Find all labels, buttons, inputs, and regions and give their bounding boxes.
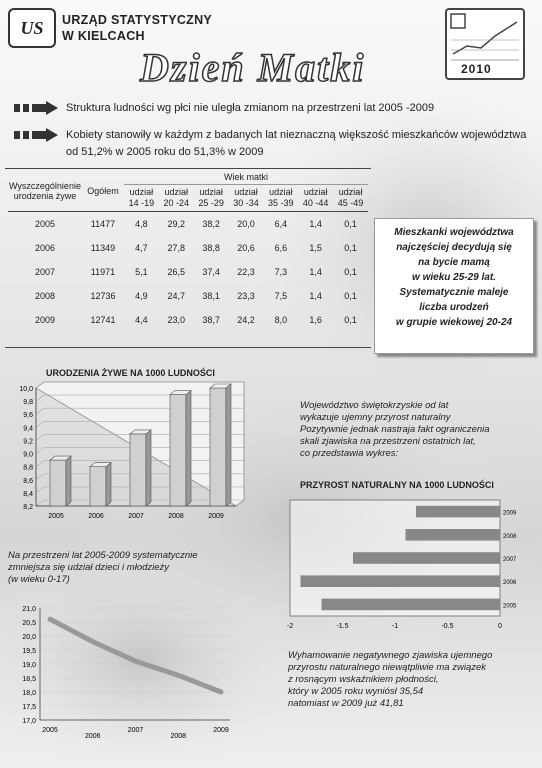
note-right-line: Województwo świętokrzyskie od lat [300, 400, 449, 411]
note-right-line: wykazuje ujemny przyrost naturalny [300, 412, 451, 423]
y-tick-label: 18,5 [22, 676, 36, 683]
series-line [50, 619, 221, 692]
callout-line: liczba urodzeń [419, 302, 489, 313]
table-cell: 6,6 [274, 242, 288, 253]
note-left [8, 550, 258, 586]
col-header-age [124, 185, 159, 212]
age-header-range: 35 -39 [268, 198, 294, 208]
table-cell: 11971 [90, 266, 116, 277]
institution-line-2: W KIELCACH [62, 29, 145, 43]
table-cell: 38,1 [202, 290, 220, 301]
table-cell: 24,7 [167, 290, 185, 301]
bar-side [66, 456, 71, 506]
age-header-range: 14 -19 [128, 198, 155, 208]
y-tick-label: 20,0 [22, 634, 36, 641]
callout-line: Systematycznie maleje [399, 287, 509, 298]
y-tick-label: 9,2 [23, 438, 33, 446]
y-tick-label: 10,0 [19, 386, 33, 393]
page-title: Dzień Matki [140, 45, 366, 90]
table-row [8, 260, 368, 284]
table-row [8, 236, 368, 260]
y-tick-label: 2006 [503, 580, 517, 587]
table-cell: 12736 [90, 290, 116, 301]
age-header-label: udział [303, 187, 328, 197]
table-cell: 2005 [34, 218, 55, 229]
note-bottom [288, 650, 534, 710]
col-header-age [298, 185, 333, 212]
y-tick-label: 17,0 [22, 718, 36, 725]
bullet-2-line-1: Kobiety stanowiły w każdym z badanych lat nieznaczną większość mieszkańców województwa [66, 129, 527, 141]
y-tick-label: 2008 [503, 533, 517, 540]
y-tick-label: 19,0 [22, 662, 36, 669]
note-right-line: Pozytywnie jednak nastraja fakt ograniczenia [300, 424, 490, 435]
age-header-range: 20 -24 [163, 198, 189, 208]
bar [322, 599, 501, 611]
age-header-range: 45 -49 [337, 198, 364, 208]
table-cell: 38,2 [202, 218, 220, 229]
note-bottom-line: przyrostu naturalnego niewątpliwie ma związek [288, 662, 487, 673]
y-tick-label: 2007 [503, 557, 517, 564]
callout-box [374, 218, 534, 354]
callout-line: na bycie mamą [418, 257, 490, 268]
table-cell: 26,5 [167, 266, 185, 277]
age-header-label: udział [129, 187, 154, 197]
col-header-age [333, 185, 368, 212]
bar [90, 467, 106, 506]
growth-chart-title: PRZYROST NATURALNY NA 1000 LUDNOŚCI [300, 480, 494, 490]
x-tick-label: 2009 [213, 727, 229, 734]
x-tick-label: -1.5 [336, 623, 349, 630]
x-tick-label: -0.5 [441, 623, 454, 630]
bar [301, 575, 501, 587]
table-cell: 0,1 [344, 218, 357, 229]
table-cell: 23,0 [167, 314, 185, 325]
table-cell: 1,4 [309, 218, 322, 229]
x-tick-label: -1 [391, 623, 399, 630]
table-cell: 22,3 [237, 266, 255, 277]
births-chart-title: URODZENIA ŻYWE NA 1000 LUDNOŚCI [46, 368, 215, 378]
y-tick-label: 20,5 [22, 620, 36, 627]
y-tick-label: 8,8 [23, 464, 33, 472]
bar [353, 552, 500, 564]
x-tick-label: 2008 [170, 733, 187, 740]
note-bottom-line: natomiast w 2009 już 41,81 [288, 698, 404, 709]
note-bottom-line: Wyhamowanie negatywnego zjawiska ujemnego [288, 650, 493, 661]
col-header-age [263, 185, 298, 212]
table-cell: 2006 [34, 242, 55, 253]
bar [210, 388, 226, 506]
y-tick-label: 9,4 [23, 425, 33, 433]
table-cell: 8,0 [274, 314, 288, 325]
col-header-age-group: Wiek matki [124, 170, 368, 185]
y-tick-label: 9,0 [23, 451, 33, 459]
age-header-range: 25 -29 [198, 198, 224, 208]
col-header-spec: Wyszczególnienie urodzenia żywe [8, 170, 82, 212]
x-tick-label: 2006 [84, 733, 101, 740]
bar [130, 434, 146, 506]
table-cell: 1,6 [309, 314, 322, 325]
bullet-2-text [66, 127, 526, 161]
col-header-age [159, 185, 194, 212]
y-tick-label: 18,0 [22, 690, 36, 697]
age-header-label: udział [234, 187, 258, 197]
table-cell: 38,7 [202, 314, 220, 325]
table-cell: 20,0 [237, 218, 255, 229]
x-tick-label: 2007 [127, 727, 144, 734]
x-tick-label: 0 [498, 623, 502, 630]
y-tick-label: 17,5 [22, 704, 36, 711]
institution-line-1: URZĄD STATYSTYCZNY [62, 13, 213, 27]
note-left-line: Na przestrzeni lat 2005-2009 systematycznie [8, 550, 198, 561]
table-row [8, 212, 368, 236]
age-header-label: udział [269, 187, 293, 197]
y-tick-label: 21,0 [22, 606, 36, 613]
note-left-line: (w wieku 0-17) [8, 574, 70, 585]
table-cell: 7,3 [274, 266, 288, 277]
bar-side [186, 391, 191, 506]
table-cell: 0,1 [344, 314, 357, 325]
col-header-age [229, 185, 264, 212]
x-tick-label: 2007 [128, 513, 144, 520]
note-bottom-line: który w 2005 roku wyniósł 35,54 [288, 686, 424, 697]
bar-side [226, 384, 231, 506]
births-bar-chart [4, 380, 254, 532]
growth-bar-chart [280, 496, 520, 636]
arrow-icon [14, 128, 58, 142]
note-right [300, 400, 530, 460]
bar-side [106, 463, 111, 506]
x-tick-label: 2009 [208, 513, 224, 520]
callout-line: w grupie wiekowej 20-24 [395, 317, 513, 328]
note-right-line: co przedstawia wykres: [300, 448, 399, 459]
table-cell: 7,5 [274, 290, 288, 301]
table-cell: 4,8 [135, 218, 148, 229]
x-tick-label: 2005 [48, 513, 64, 520]
table-cell: 4,7 [135, 242, 148, 253]
x-tick-label: 2005 [42, 727, 58, 734]
col-header-age [194, 185, 229, 212]
y-tick-label: 19,5 [22, 648, 36, 655]
note-bottom-line: z rosnącym wskaźnikiem płodności, [288, 674, 439, 685]
table-cell: 1,5 [309, 242, 322, 253]
table-cell: 37,4 [202, 266, 220, 277]
table-cell: 2007 [34, 266, 55, 277]
age-header-label: udział [338, 187, 363, 197]
y-tick-label: 2005 [503, 603, 517, 610]
table-cell: 6,4 [274, 218, 288, 229]
note-left-line: zmniejsza się udział dzieci i młodzieży [8, 562, 170, 573]
table-cell: 29,2 [167, 218, 185, 229]
bar [416, 506, 500, 518]
bar-side [146, 430, 151, 506]
arrow-icon [14, 101, 58, 115]
youth-share-line-chart [2, 600, 252, 760]
table-cell: 38,8 [202, 242, 220, 253]
y-tick-label: 8,4 [23, 490, 33, 498]
x-tick-label: -2 [286, 623, 294, 630]
logo: US [8, 8, 56, 48]
institution-name [62, 12, 212, 44]
table-cell: 4,4 [135, 314, 148, 325]
bar [50, 460, 66, 506]
x-tick-label: 2008 [168, 513, 184, 520]
births-table [8, 170, 368, 332]
note-right-line: skali zjawiska na przestrzeni ostatnich lat, [300, 436, 476, 447]
age-header-range: 40 -44 [302, 198, 329, 208]
age-header-label: udział [199, 187, 223, 197]
age-header-range: 30 -34 [233, 198, 259, 208]
table-cell: 2008 [34, 290, 55, 301]
table-cell: 4,9 [135, 290, 148, 301]
table-cell: 11349 [90, 242, 116, 253]
callout-line: najczęściej decydują się [396, 242, 512, 253]
bar [406, 529, 501, 541]
table-cell: 0,1 [344, 266, 357, 277]
callout-line: Mieszkanki województwa [394, 227, 514, 238]
table-row [8, 308, 368, 332]
table-cell: 24,2 [237, 314, 255, 325]
census-badge [445, 8, 525, 80]
x-tick-label: 2006 [88, 513, 104, 520]
y-tick-label: 9,8 [23, 399, 33, 407]
badge-year: 2010 [461, 62, 492, 76]
bar [170, 395, 186, 506]
table-cell: 1,4 [309, 266, 322, 277]
table-cell: 20,6 [237, 242, 255, 253]
table-row [8, 284, 368, 308]
bullet-1-text: Struktura ludności wg płci nie uległa zmianom na przestrzeni lat 2005 -2009 [66, 102, 435, 114]
table-cell: 11477 [90, 218, 116, 229]
table-cell: 0,1 [344, 290, 357, 301]
age-header-label: udział [164, 187, 188, 197]
table-cell: 2009 [34, 314, 55, 325]
table-cell: 5,1 [135, 266, 148, 277]
y-tick-label: 8,2 [23, 504, 33, 511]
table-cell: 23,3 [237, 290, 255, 301]
y-tick-label: 9,6 [23, 412, 33, 420]
callout-line: w wieku 25-29 lat. [412, 272, 496, 283]
y-tick-label: 8,6 [23, 477, 33, 485]
table-cell: 1,4 [309, 290, 322, 301]
bullet-2-line-2: od 51,2% w 2005 roku do 51,3% w 2009 [66, 146, 264, 158]
col-header-total: Ogółem [82, 170, 124, 212]
table-cell: 27,8 [167, 242, 185, 253]
table-cell: 12741 [90, 314, 116, 325]
y-tick-label: 2009 [503, 510, 517, 517]
table-cell: 0,1 [344, 242, 357, 253]
